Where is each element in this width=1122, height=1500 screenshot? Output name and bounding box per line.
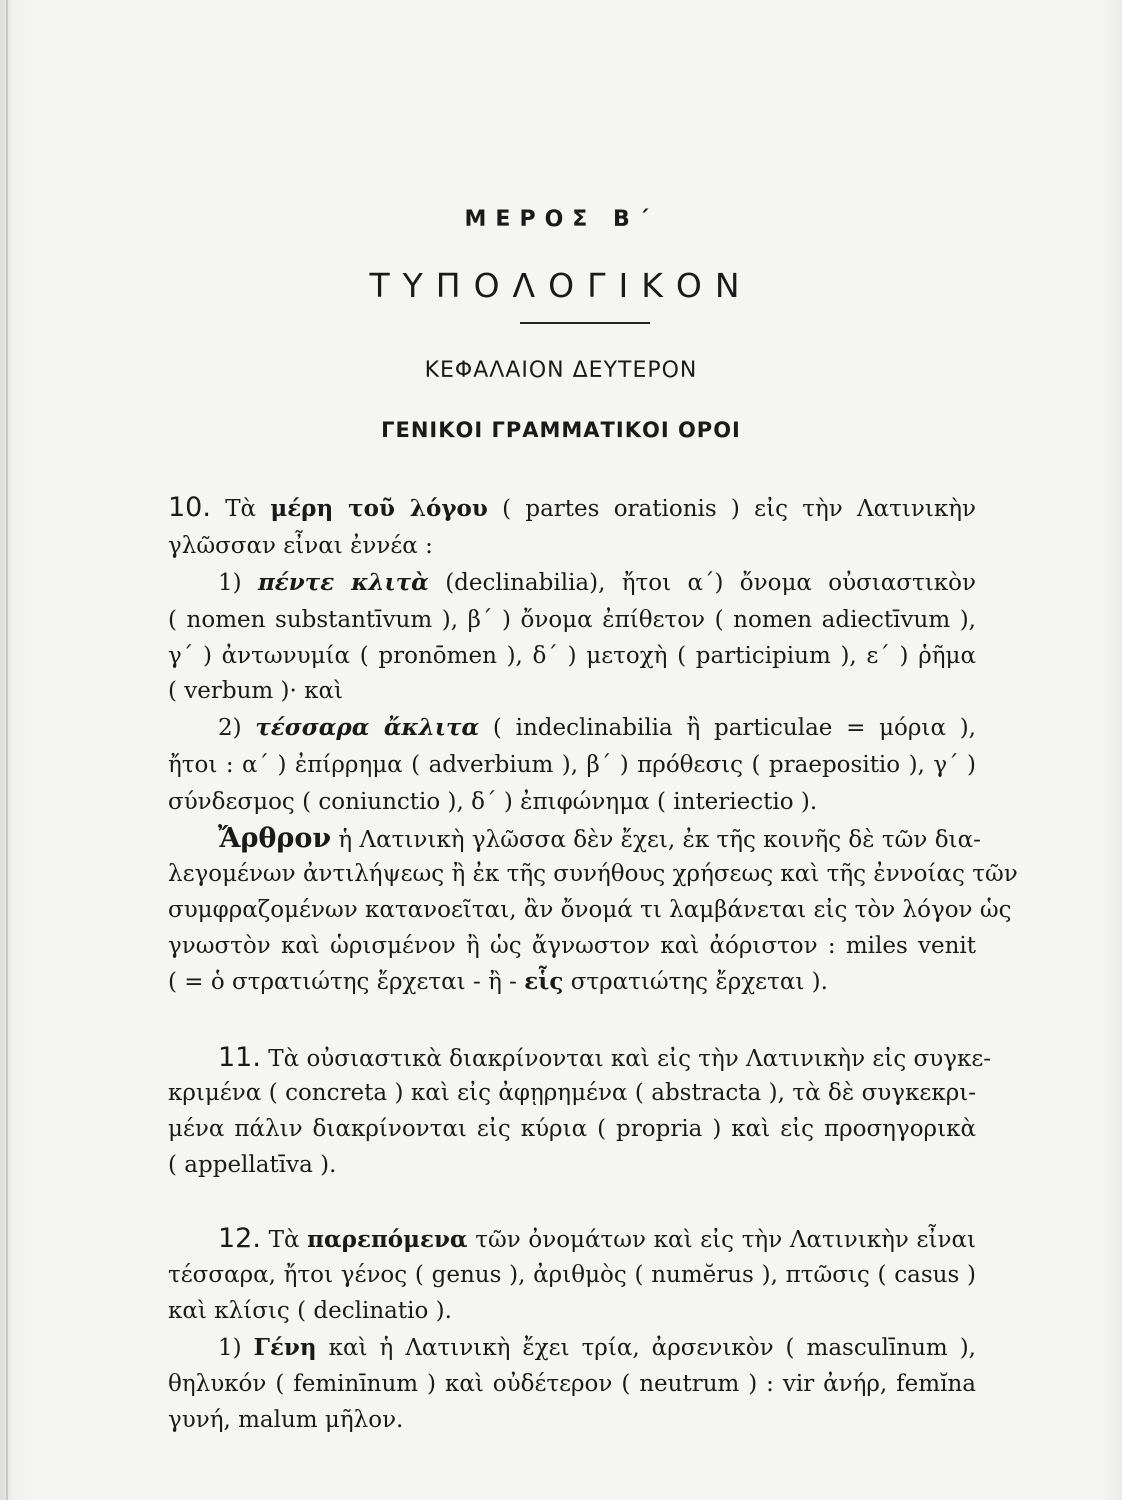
text-line: ἤτοι : α΄ ) ἐπίρρημα ( adverbium ), β΄ ) πρόθεσις ( praepositio ), γ΄ ) <box>168 752 976 778</box>
text-line: 1) πέντε κλιτὰ (declinabilia), ἤτοι α΄) ὄνομα οὐσιαστικὸν <box>218 569 976 596</box>
text-line: 1) Γένη καὶ ἡ Λατινικὴ ἔχει τρία, ἀρσενικὸν ( masculīnum ), <box>218 1334 976 1361</box>
part-heading: ΜΕΡΟΣ Β΄ <box>464 207 658 232</box>
text-line: 10. Τὰ μέρη τοῦ λόγου ( partes orationis ) εἰς τὴν Λατινικὴν <box>168 492 977 523</box>
text-line: θηλυκόν ( feminīnum ) καὶ οὐδέτερον ( neutrum ) : vir ἀνήρ, femĭna <box>168 1371 976 1397</box>
text-line: 2) τέσσαρα ἄκλιτα ( indeclinabilia ἢ particulae = μόρια ), <box>218 714 976 741</box>
text-line: σύνδεσμος ( coniunctio ), δ΄ ) ἐπιφώνημα ( interiectio ). <box>168 789 818 815</box>
text-line: ( = ὁ στρατιώτης ἔρχεται - ἢ - εἷς στρατιώτης ἔρχεται ). <box>168 968 828 995</box>
text-line: λεγομένων ἀντιλήψεως ἢ ἐκ τῆς συνήθους χρήσεως καὶ τῆς ἐννοίας τῶν <box>168 861 1018 887</box>
text-line: ( nomen substantīvum ), β΄ ) ὄνομα ἐπίθετον ( nomen adiectīvum ), <box>168 607 976 633</box>
text-line: 12. Τὰ παρεπόμενα τῶν ὀνομάτων καὶ εἰς τὴν Λατινικὴν εἶναι <box>218 1223 976 1254</box>
text-line: γνωστὸν καὶ ὡρισμένον ἢ ὡς ἄγνωστον καὶ ἀόριστον : miles venit <box>168 933 976 959</box>
section-subtitle: ΓΕΝΙΚΟΙ ΓΡΑΜΜΑΤΙΚΟΙ ΟΡΟΙ <box>381 418 741 442</box>
text-line: Ἄρθρον ἡ Λατινικὴ γλῶσσα δὲν ἔχει, ἐκ τῆς κοινῆς δὲ τῶν δια- <box>218 823 981 854</box>
text-line: γλῶσσαν εἶναι ἐννέα : <box>168 533 433 559</box>
main-title: ΤΥΠΟΛΟΓΙΚΟΝ <box>369 266 753 305</box>
text-line: γυνή, malum μῆλον. <box>168 1407 404 1433</box>
text-line: μένα πάλιν διακρίνονται εἰς κύρια ( propria ) καὶ εἰς προσηγορικὰ <box>168 1116 976 1142</box>
text-line: γ΄ ) ἀντωνυμία ( pronōmen ), δ΄ ) μετοχὴ ( participium ), ε΄ ) ῥῆμα <box>168 643 976 669</box>
text-line: ( appellatīva ). <box>168 1152 337 1178</box>
chapter-heading: ΚΕΦΑΛΑΙΟΝ ΔΕΥΤΕΡΟΝ <box>424 358 698 383</box>
text-line: τέσσαρα, ἤτοι γένος ( genus ), ἀριθμὸς ( numĕrus ), πτῶσις ( casus ) <box>168 1262 976 1288</box>
text-line: καὶ κλίσις ( declinatio ). <box>168 1298 452 1324</box>
title-rule <box>520 322 650 324</box>
text-line: ( verbum )· καὶ <box>168 678 344 704</box>
text-line: κριμένα ( concreta ) καὶ εἰς ἀφῃρημένα ( abstracta ), τὰ δὲ συγκεκρι- <box>168 1080 976 1106</box>
text-line: συμφραζομένων κατανοεῖται, ἂν ὄνομά τι λαμβάνεται εἰς τὸν λόγον ὡς <box>168 897 1012 923</box>
text-line: 11. Τὰ οὐσιαστικὰ διακρίνονται καὶ εἰς τὴν Λατινικὴν εἰς συγκε- <box>218 1042 992 1073</box>
